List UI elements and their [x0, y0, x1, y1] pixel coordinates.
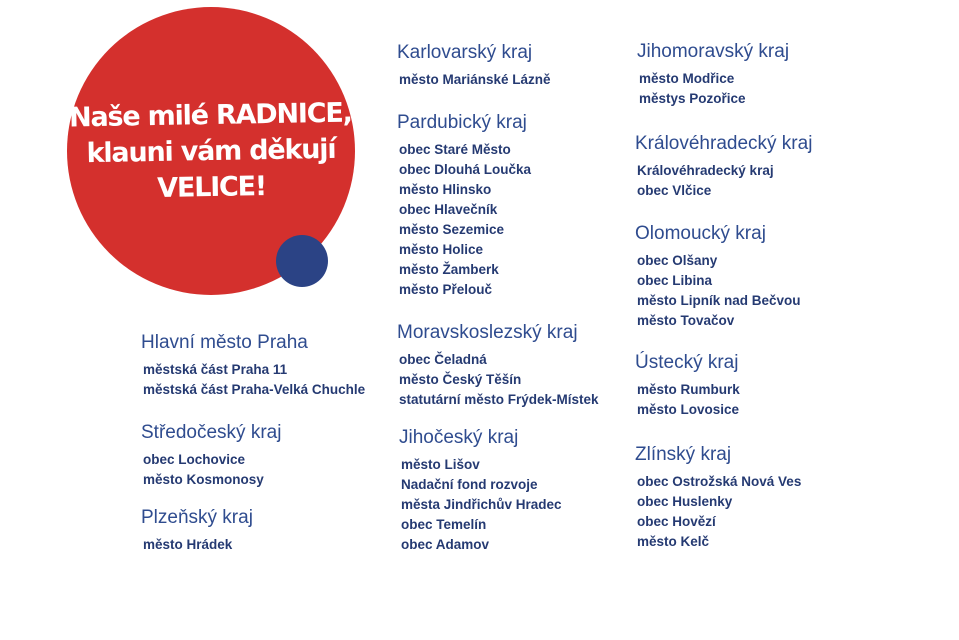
municipality-item: město Český Těšín: [399, 372, 522, 387]
municipality-item: města Jindřichův Hradec: [401, 497, 562, 512]
municipality-item: obec Vlčice: [637, 183, 712, 198]
municipality-item: obec Staré Město: [399, 142, 511, 157]
municipality-item: obec Dlouhá Loučka: [399, 162, 532, 177]
region-block: [635, 222, 875, 331]
region-block: [399, 426, 639, 555]
region-heading: Ústecký kraj: [635, 352, 739, 373]
municipality-item: obec Hlavečník: [399, 202, 498, 217]
region-heading: Jihočeský kraj: [399, 427, 519, 448]
region-block: [141, 331, 381, 400]
blue-circle: [276, 235, 328, 287]
municipality-item: Nadační fond rozvoje: [401, 477, 538, 492]
municipality-item: obec Libina: [637, 273, 713, 288]
municipality-item: město Žamberk: [399, 262, 499, 277]
municipality-item: město Lišov: [401, 457, 480, 472]
region-heading: Plzeňský kraj: [141, 507, 253, 528]
municipality-item: obec Hovězí: [637, 514, 716, 529]
municipality-list: [635, 251, 875, 331]
region-block: [397, 111, 637, 300]
region-block: [397, 321, 637, 410]
region-heading: Karlovarský kraj: [397, 42, 533, 63]
region-heading: Pardubický kraj: [397, 112, 527, 133]
municipality-item: město Mariánské Lázně: [399, 72, 551, 87]
region-heading: Jihomoravský kraj: [637, 41, 790, 62]
municipality-item: obec Lochovice: [143, 452, 246, 467]
municipality-item: obec Adamov: [401, 537, 490, 552]
municipality-item: město Kelč: [637, 534, 710, 549]
municipality-list: [635, 161, 875, 201]
municipality-list: [141, 450, 381, 490]
municipality-item: město Lipník nad Bečvou: [637, 293, 801, 308]
municipality-item: městská část Praha 11: [143, 362, 288, 377]
municipality-item: město Tovačov: [637, 313, 735, 328]
municipality-list: [637, 69, 877, 109]
municipality-list: [399, 455, 639, 555]
region-block: [635, 443, 875, 552]
municipality-list: [141, 360, 381, 400]
region-block: [141, 421, 381, 490]
municipality-item: město Přelouč: [399, 282, 493, 297]
municipality-item: město Modřice: [639, 71, 735, 86]
region-block: [635, 132, 875, 201]
municipality-item: město Hrádek: [143, 537, 233, 552]
region-heading: Olomoucký kraj: [635, 223, 766, 244]
municipality-item: město Holice: [399, 242, 484, 257]
municipality-item: město Rumburk: [637, 382, 740, 397]
municipality-item: město Kosmonosy: [143, 472, 264, 487]
headline: [66, 95, 356, 208]
municipality-item: obec Čeladná: [399, 352, 487, 367]
municipality-list: [397, 70, 637, 90]
municipality-list: [635, 380, 875, 420]
municipality-item: městys Pozořice: [639, 91, 746, 106]
region-heading: Moravskoslezský kraj: [397, 322, 578, 343]
municipality-item: město Sezemice: [399, 222, 505, 237]
headline-line-2: klauni vám děkují: [86, 133, 336, 170]
municipality-item: obec Olšany: [637, 253, 718, 268]
municipality-item: Královéhradecký kraj: [637, 163, 774, 178]
municipality-item: město Lovosice: [637, 402, 740, 417]
municipality-list: [397, 140, 637, 300]
municipality-item: městská část Praha-Velká Chuchle: [143, 382, 366, 397]
region-heading: Hlavní město Praha: [141, 332, 308, 353]
headline-line-3: VELICE!: [156, 171, 267, 204]
region-heading: Zlínský kraj: [635, 444, 732, 465]
region-block: [397, 41, 637, 90]
municipality-list: [397, 350, 637, 410]
region-block: [637, 40, 877, 109]
municipality-list: [635, 472, 875, 552]
region-block: [141, 506, 381, 555]
municipality-item: obec Temelín: [401, 517, 487, 532]
region-heading: Středočeský kraj: [141, 422, 282, 443]
municipality-list: [141, 535, 381, 555]
municipality-item: obec Huslenky: [637, 494, 733, 509]
municipality-item: statutární město Frýdek-Místek: [399, 392, 599, 407]
municipality-item: obec Ostrožská Nová Ves: [637, 474, 802, 489]
region-block: [635, 351, 875, 420]
headline-line-1: Naše milé RADNICE,: [68, 97, 352, 134]
municipality-item: město Hlinsko: [399, 182, 492, 197]
region-heading: Královéhradecký kraj: [635, 133, 813, 154]
